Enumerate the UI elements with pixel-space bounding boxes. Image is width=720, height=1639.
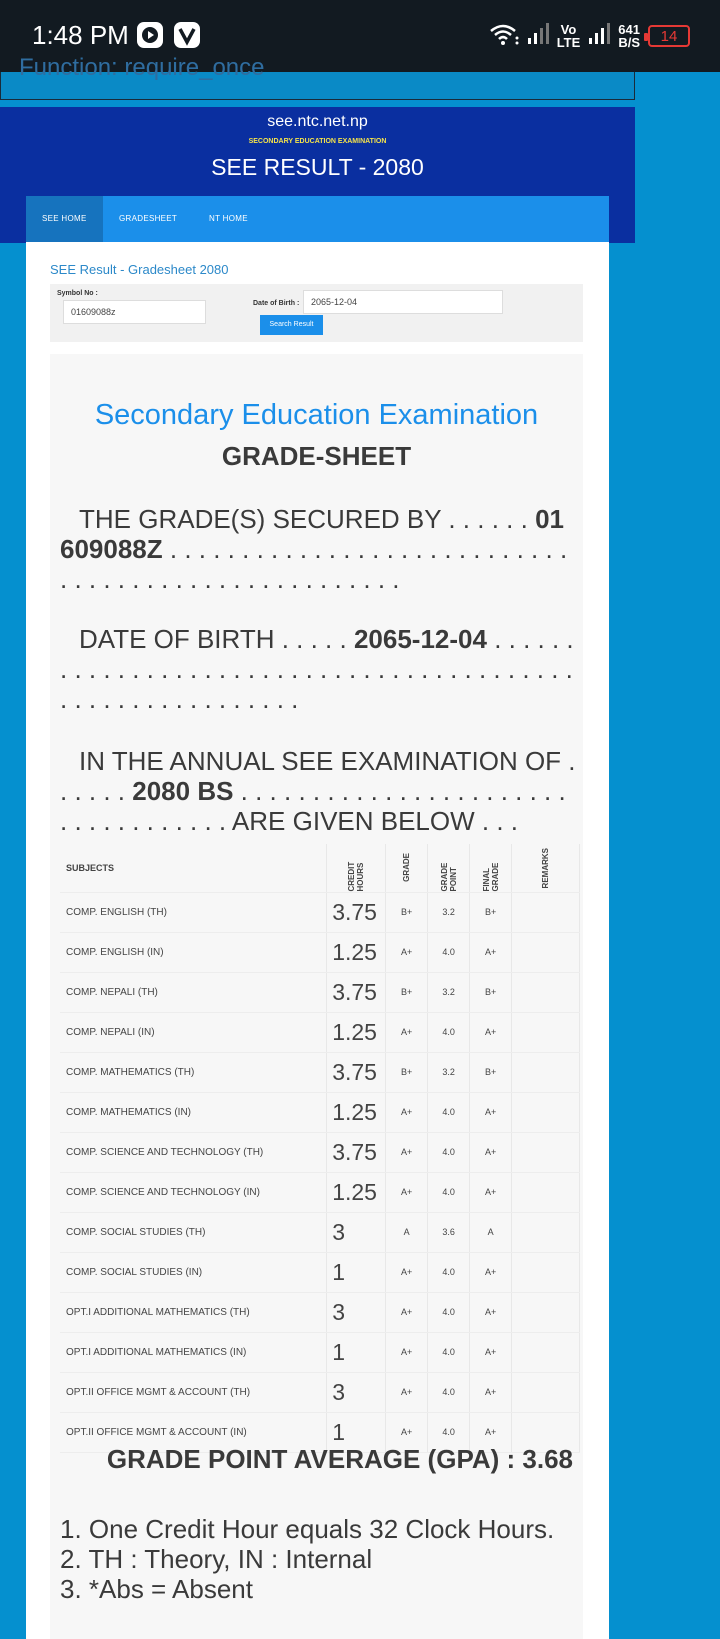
subject-cell: COMP. SCIENCE AND TECHNOLOGY (IN): [60, 1172, 327, 1212]
credit-hours-cell: 3.75: [327, 972, 386, 1012]
col-remarks: REMARKS: [541, 847, 551, 888]
grade-cell: B+: [386, 892, 428, 932]
grade-point-cell: 4.0: [428, 932, 470, 972]
subject-cell: COMP. ENGLISH (IN): [60, 932, 327, 972]
final-grade-cell: A+: [470, 1252, 512, 1292]
grade-cell: A+: [386, 1092, 428, 1132]
grade-point-cell: 4.0: [428, 1172, 470, 1212]
header-title: SEE RESULT - 2080: [211, 154, 424, 180]
subject-cell: COMP. SCIENCE AND TECHNOLOGY (TH): [60, 1132, 327, 1172]
col-grade: GRADE: [402, 853, 412, 883]
subject-cell: COMP. ENGLISH (TH): [60, 892, 327, 932]
grade-point-cell: 4.0: [428, 1132, 470, 1172]
credit-hours-cell: 1.25: [327, 1092, 386, 1132]
credit-hours-cell: 3: [327, 1212, 386, 1252]
grade-cell: A+: [386, 932, 428, 972]
final-grade-cell: A+: [470, 1372, 512, 1412]
grade-cell: A+: [386, 1252, 428, 1292]
signal-icon: [527, 22, 549, 51]
grade-point-cell: 3.2: [428, 972, 470, 1012]
subject-cell: OPT.I ADDITIONAL MATHEMATICS (IN): [60, 1332, 327, 1372]
final-grade-cell: A+: [470, 1132, 512, 1172]
dob-input[interactable]: 2065-12-04: [303, 290, 503, 314]
final-grade-cell: A+: [470, 1332, 512, 1372]
exam-year: 2080 BS: [132, 776, 234, 806]
battery-indicator: 14: [648, 25, 690, 47]
final-grade-cell: A+: [470, 1012, 512, 1052]
col-final-grade: FINAL GRADE: [481, 862, 500, 892]
remarks-cell: [512, 1252, 580, 1292]
credit-hours-cell: 3: [327, 1372, 386, 1412]
dob-label: Date of Birth :: [253, 300, 300, 307]
grade-cell: B+: [386, 1052, 428, 1092]
grade-point-cell: 4.0: [428, 1292, 470, 1332]
final-grade-cell: B+: [470, 892, 512, 932]
subject-cell: OPT.II OFFICE MGMT & ACCOUNT (IN): [60, 1412, 327, 1452]
remarks-cell: [512, 932, 580, 972]
remarks-cell: [512, 1052, 580, 1092]
subject-cell: COMP. MATHEMATICS (IN): [60, 1092, 327, 1132]
clipped-error-box: Function: require_once: [0, 72, 635, 100]
credit-hours-cell: 3: [327, 1292, 386, 1332]
final-grade-cell: A+: [470, 932, 512, 972]
subject-cell: COMP. NEPALI (TH): [60, 972, 327, 1012]
subject-cell: OPT.I ADDITIONAL MATHEMATICS (TH): [60, 1292, 327, 1332]
exam-paragraph: IN THE ANNUAL SEE EXAMINATION OF . . . . . . 2080 BS . . . . . . . . . . . . . . . . . . . . . . . . . . . . . . . . . . . ARE GIVEN BELOW . . .: [60, 746, 576, 836]
volte-indicator: Vo LTE: [556, 22, 581, 50]
remarks-cell: [512, 1172, 580, 1212]
remarks-cell: [512, 1332, 580, 1372]
student-symbol: 01609088Z: [60, 504, 564, 564]
final-grade-cell: A+: [470, 1292, 512, 1332]
subject-cell: COMP. SOCIAL STUDIES (TH): [60, 1212, 327, 1252]
signal-icon-2: [588, 22, 610, 51]
subject-cell: COMP. SOCIAL STUDIES (IN): [60, 1252, 327, 1292]
table-row: [60, 1292, 580, 1332]
remarks-cell: [512, 1132, 580, 1172]
symbol-input[interactable]: 01609088z: [63, 300, 206, 324]
table-row: [60, 1172, 580, 1212]
grade-cell: A+: [386, 1332, 428, 1372]
table-header-row: [60, 844, 580, 892]
table-row: [60, 1012, 580, 1052]
final-grade-cell: B+: [470, 972, 512, 1012]
grade-point-cell: 4.0: [428, 1012, 470, 1052]
subject-cell: COMP. NEPALI (IN): [60, 1012, 327, 1052]
status-right: [489, 18, 690, 54]
grade-point-cell: 4.0: [428, 1092, 470, 1132]
nav-gradesheet[interactable]: GRADESHEET: [119, 214, 178, 223]
search-form: [50, 284, 583, 342]
grade-cell: A+: [386, 1132, 428, 1172]
subject-cell: OPT.II OFFICE MGMT & ACCOUNT (TH): [60, 1372, 327, 1412]
status-time: 1:48 PM: [32, 20, 129, 50]
grade-cell: A+: [386, 1372, 428, 1412]
secured-by-paragraph: THE GRADE(S) SECURED BY . . . . . . 01609088Z . . . . . . . . . . . . . . . . . . . . . . . . . . . . . . . . . . . . . . . . . . . . . . . . . . . .: [60, 504, 568, 594]
grade-sheet: [50, 354, 583, 1639]
grade-cell: A: [386, 1212, 428, 1252]
credit-hours-cell: 1: [327, 1412, 386, 1452]
final-grade-cell: B+: [470, 1052, 512, 1092]
remarks-cell: [512, 1092, 580, 1132]
nav-see-home[interactable]: SEE HOME: [26, 196, 103, 242]
credit-hours-cell: 3.75: [327, 1052, 386, 1092]
grade-cell: A+: [386, 1172, 428, 1212]
header-subtitle: SECONDARY EDUCATION EXAMINATION: [248, 138, 387, 145]
site-domain: see.ntc.net.np: [267, 113, 368, 130]
credit-hours-cell: 3.75: [327, 892, 386, 932]
col-subjects: SUBJECTS: [60, 844, 327, 892]
credit-hours-cell: 3.75: [327, 1132, 386, 1172]
grade-point-cell: 4.0: [428, 1332, 470, 1372]
table-row: [60, 972, 580, 1012]
credit-hours-cell: 1.25: [327, 932, 386, 972]
col-credit-hours: CREDIT HOURS: [347, 861, 366, 892]
grade-cell: A+: [386, 1292, 428, 1332]
credit-hours-cell: 1.25: [327, 1012, 386, 1052]
content-card: [26, 242, 609, 1639]
symbol-label: Symbol No :: [57, 290, 98, 297]
final-grade-cell: A+: [470, 1092, 512, 1132]
remarks-cell: [512, 1012, 580, 1052]
remarks-cell: [512, 972, 580, 1012]
final-grade-cell: A+: [470, 1172, 512, 1212]
student-dob: 2065-12-04: [353, 624, 487, 654]
grade-point-cell: 3.6: [428, 1212, 470, 1252]
notes-list: [60, 1514, 554, 1604]
table-row: [60, 1052, 580, 1092]
note-item: 3. *Abs = Absent: [60, 1574, 253, 1604]
table-row: [60, 1132, 580, 1172]
search-result-button[interactable]: Search Result: [260, 315, 323, 335]
credit-hours-cell: 1.25: [327, 1172, 386, 1212]
grade-cell: A+: [386, 1412, 428, 1452]
credit-hours-cell: 1: [327, 1252, 386, 1292]
grade-cell: A+: [386, 1012, 428, 1052]
grade-point-cell: 4.0: [428, 1252, 470, 1292]
gradesheet-heading: GRADE-SHEET: [221, 441, 412, 471]
table-row: [60, 1092, 580, 1132]
subject-cell: COMP. MATHEMATICS (TH): [60, 1052, 327, 1092]
final-grade-cell: A+: [470, 1412, 512, 1452]
grade-cell: B+: [386, 972, 428, 1012]
breadcrumb[interactable]: SEE Result - Gradesheet 2080: [50, 262, 229, 277]
table-row: [60, 932, 580, 972]
table-row: [60, 1332, 580, 1372]
grades-table: [60, 844, 580, 1453]
grade-point-cell: 3.2: [428, 1052, 470, 1092]
remarks-cell: [512, 1212, 580, 1252]
remarks-cell: [512, 892, 580, 932]
vpn-app-icon: [174, 22, 200, 48]
table-row: [60, 892, 580, 932]
note-item: 2. TH : Theory, IN : Internal: [60, 1544, 373, 1574]
wifi-icon: [489, 22, 519, 51]
col-grade-point: GRADE POINT: [439, 862, 458, 892]
table-row: [60, 1252, 580, 1292]
network-speed: 641 B/S: [618, 22, 640, 50]
note-item: 1. One Credit Hour equals 32 Clock Hours.: [60, 1514, 555, 1544]
grade-point-cell: 4.0: [428, 1372, 470, 1412]
main-nav: [26, 196, 609, 242]
nav-nt-home[interactable]: NT HOME: [209, 214, 248, 223]
gpa-summary: GRADE POINT AVERAGE (GPA) : 3.68: [106, 1444, 573, 1474]
table-row: [60, 1212, 580, 1252]
credit-hours-cell: 1: [327, 1332, 386, 1372]
dob-paragraph: DATE OF BIRTH . . . . . 2065-12-04 . . . . . . . . . . . . . . . . . . . . . . . . . . . . . . . . . . . . . . . . . . . . . . . . . . . . . . . . . . .: [60, 624, 574, 714]
grade-point-cell: 3.2: [428, 892, 470, 932]
exam-title: Secondary Education Examination: [94, 399, 539, 431]
record-app-icon: [137, 22, 163, 48]
grade-point-cell: 4.0: [428, 1412, 470, 1452]
remarks-cell: [512, 1372, 580, 1412]
final-grade-cell: A: [470, 1212, 512, 1252]
remarks-cell: [512, 1292, 580, 1332]
table-row: [60, 1372, 580, 1412]
